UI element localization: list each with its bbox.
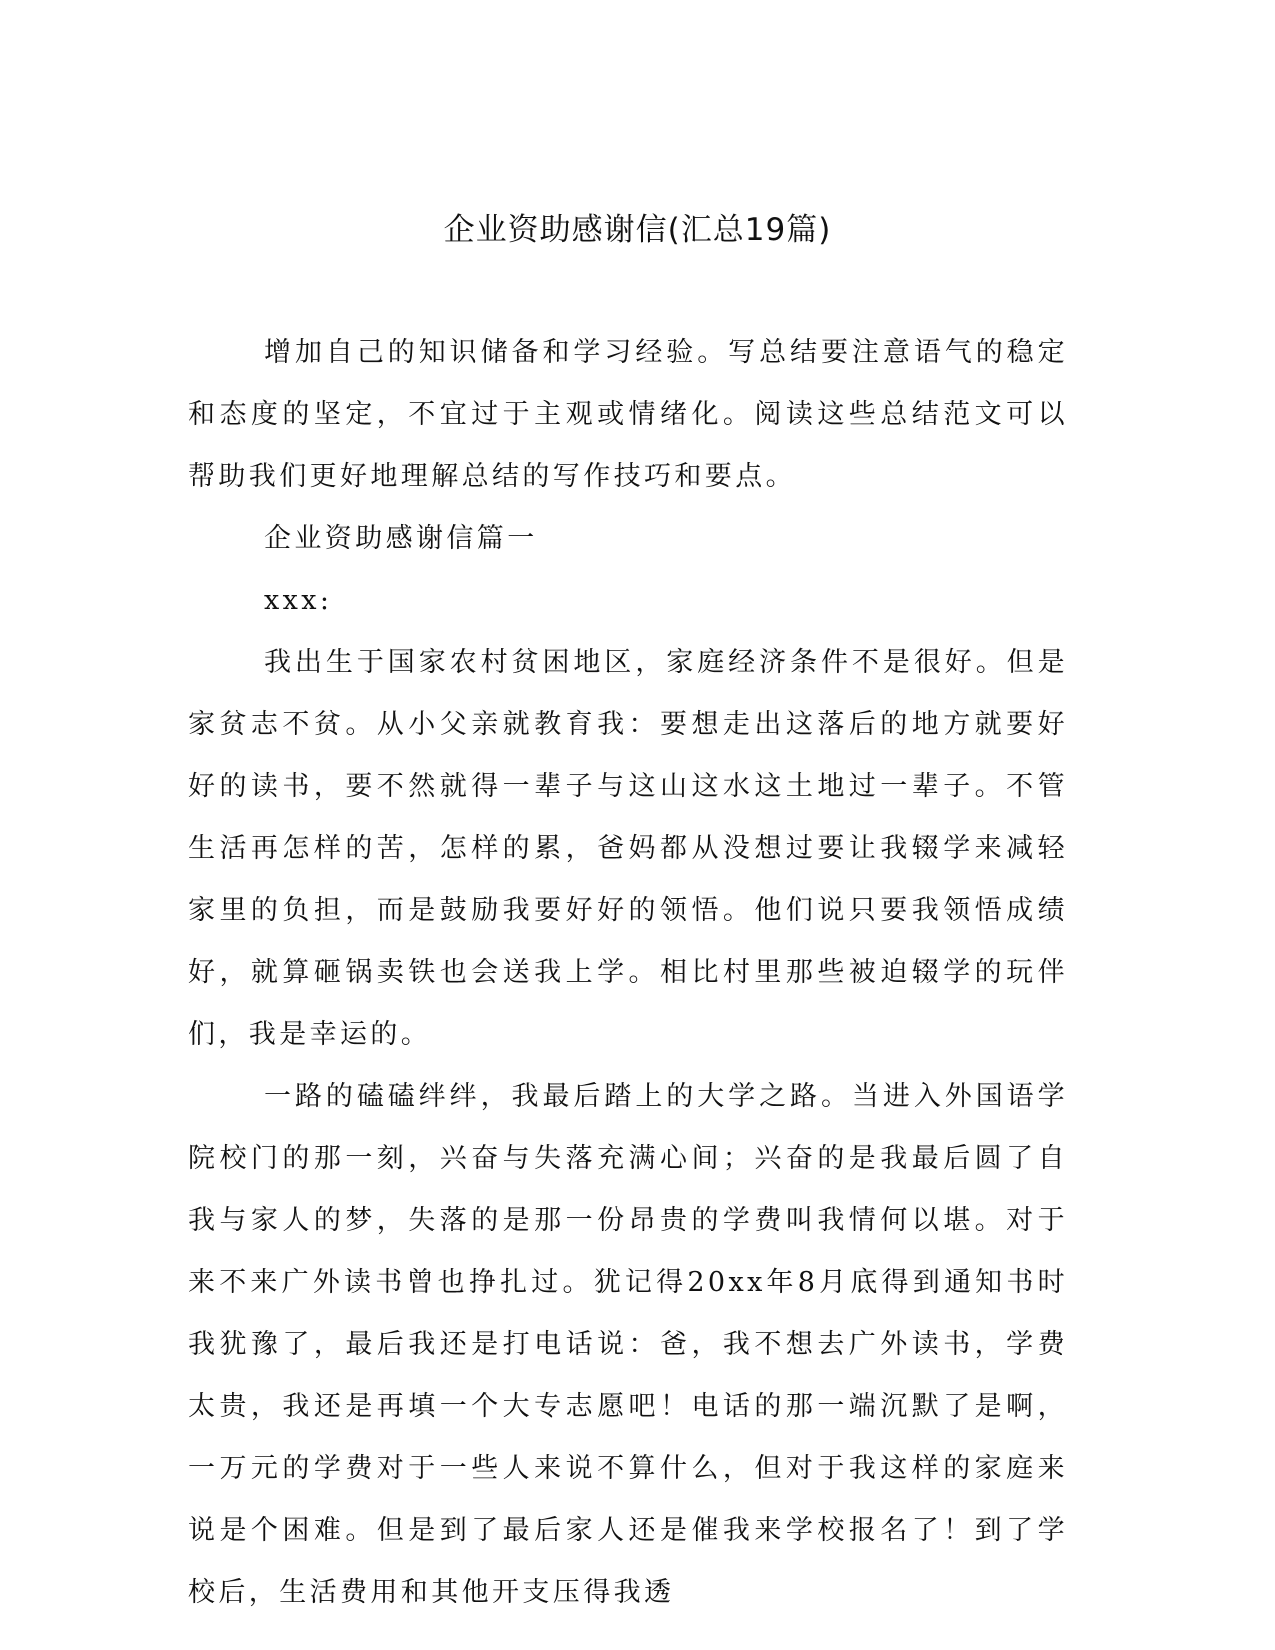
intro-paragraph: 增加自己的知识储备和学习经验。写总结要注意语气的稳定和态度的坚定，不宜过于主观或情绪化。阅读这些总结范文可以帮助我们更好地理解总结的写作技巧和要点。: [188, 337, 1068, 492]
body-paragraph: 我出生于国家农村贫困地区，家庭经济条件不是很好。但是家贫志不贫。从小父亲就教育我：要想走出这落后的地方就要好好的读书，要不然就得一辈子与这山这水这土地过一辈子。不管生活再怎样的苦，怎样的累，爸妈都从没想过要让我辍学来减轻家里的负担，而是鼓励我要好好的领悟。他们说只要我领悟成绩好，就算砸锅卖铁也会送我上学。相比村里那些被迫辍学的玩伴们，我是幸运的。: [188, 647, 1068, 1050]
body-paragraph: 一路的磕磕绊绊，我最后踏上的大学之路。当进入外国语学院校门的那一刻，兴奋与失落充满心间；兴奋的是我最后圆了自我与家人的梦，失落的是那一份昂贵的学费叫我情何以堪。对于来不来广外读书曾也挣扎过。犹记得20xx年8月底得到通知书时我犹豫了，最后我还是打电话说：爸，我不想去广外读书，学费太贵，我还是再填一个大专志愿吧！电话的那一端沉默了是啊，一万元的学费对于一些人来说不算什么，但对于我这样的家庭来说是个困难。但是到了最后家人还是催我来学校报名了！到了学校后，生活费用和其他开支压得我透: [188, 1081, 1068, 1608]
document-title: 企业资助感谢信(汇总19篇): [443, 212, 832, 248]
section-heading: 企业资助感谢信篇一: [264, 523, 538, 554]
document-body: [188, 322, 1068, 1624]
salutation: xxx:: [264, 585, 333, 616]
